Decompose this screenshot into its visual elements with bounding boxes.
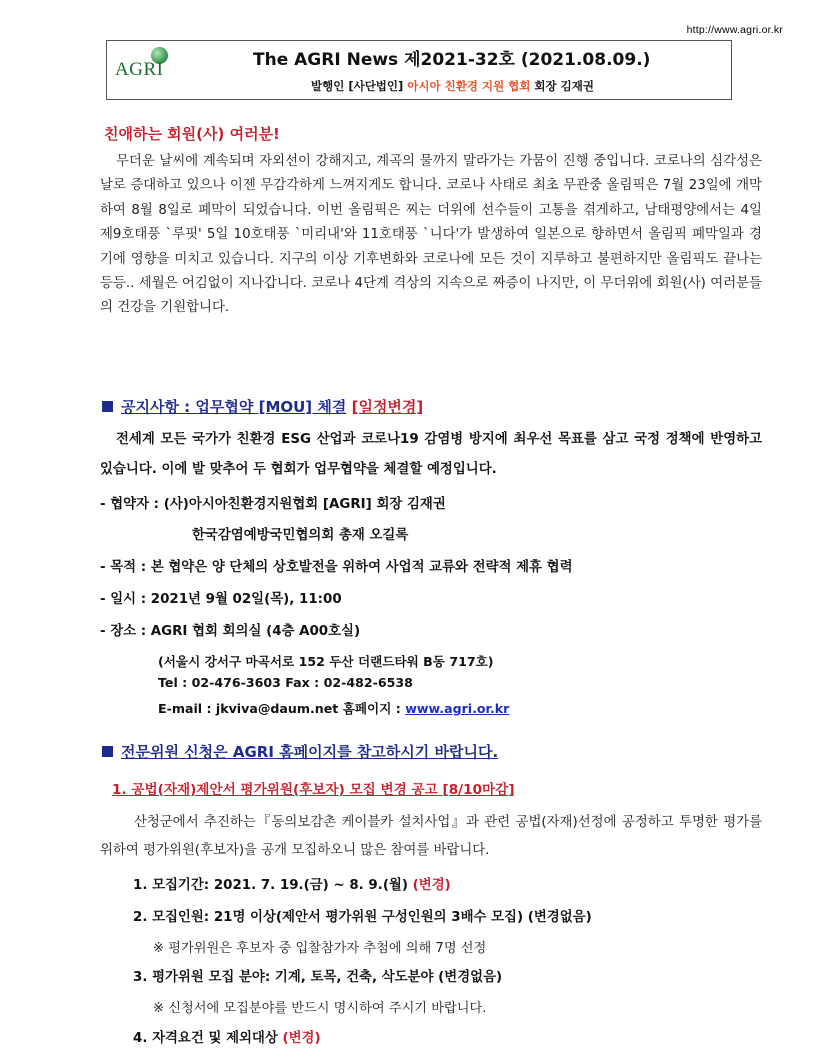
square-bullet-icon [102, 746, 113, 757]
item-3 [133, 966, 502, 985]
website-url[interactable]: http://www.agri.or.kr [686, 24, 783, 36]
intro-paragraph: 무더운 날씨에 계속되며 자외선이 강해지고, 계곡의 물까지 말라가는 가뭄이 진행 중입니다. 코로나의 심각성은 날로 증대하고 있으나 이젠 무감각하게 느껴지게도 합니다. 코로나 사태로 최초 무관중 올림픽은 7월 23일에 개막하여 8월 8일로 폐막이 되었습니다. 이번 올림픽은 찌는 더위에 선수들이 고통을 겪게하고, 남태평양에서는 4일 제9호태풍 `루핏' 5일 10호태풍 `미리내'와 11호태풍 `니다'가 발생하여 일본으로 향하면서 올림픽 폐막일과 경기에 영향을 미치고 있습니다. 지구의 이상 기후변화와 코로나에 모든 것이 지루하고 불편하지만 올림픽도 끝나는 등등.. 세월은 어김없이 지나갑니다. 코로나 4단계 격상의 지속으로 짜증이 나지만, 이 무더위에 회원(사) 여러분들의 건강을 기원합니다. [100, 154, 762, 316]
date-line: - 일시 : 2021년 9월 02일(목), 11:00 [100, 592, 342, 607]
item-1-text: 1. 모집기간: 2021. 7. 19.(금) ~ 8. 9.(월) [133, 878, 408, 893]
expert-section-title [102, 741, 498, 762]
greeting: 친애하는 회원(사) 여러분! [104, 125, 280, 143]
item-3-text: 3. 평가위원 모집 분야: 기계, 토목, 건축, 삭도분야 (변경없음) [133, 970, 503, 985]
homepage-link[interactable]: www.agri.or.kr [405, 701, 510, 716]
item-1-tag: (변경) [412, 878, 451, 893]
expert-title-text: 전문위원 신청은 AGRI 홈페이지를 참고하시기 바랍니다. [121, 743, 499, 761]
newsletter-title: The AGRI News 제2021-32호 (2021.08.09.) [253, 50, 651, 70]
note-1: ※ 평가위원은 후보자 중 입찰참가자 추첨에 의해 7명 선정 [153, 941, 487, 956]
publisher-prefix: 발행인 [사단법인] [311, 79, 404, 93]
publisher-org: 아시아 친환경 지원 협회 [407, 79, 531, 93]
item-2 [133, 906, 592, 925]
schedule-change-tag: [일정변경] [351, 398, 424, 416]
notice-title-text: 공지사항 : 업무협약 [MOU] 체결 [121, 398, 347, 416]
email-prefix: E-mail : jkviva@daum.net 홈페이지 : [158, 701, 401, 716]
item-4-text: 4. 자격요건 및 제외대상 [133, 1031, 278, 1046]
notice-1-body: 산청군에서 추진하는『동의보감촌 케이블카 설치사업』과 관련 공법(자재)선정에 공정하고 투명한 평가를 위하여 평가위원(후보자)을 공개 모집하오니 많은 참여를 바랍니다. [100, 815, 762, 858]
newsletter-header [106, 40, 732, 100]
address-line: (서울시 강서구 마곡서로 152 두산 더랜드타워 B동 717호) [158, 654, 494, 669]
publisher-suffix: 회장 김재권 [534, 79, 594, 93]
notice-section-title [102, 396, 423, 417]
purpose-line: - 목적 : 본 협약은 양 단체의 상호발전을 위하여 사업적 교류와 전략적 제휴 협력 [100, 560, 573, 575]
item-4 [133, 1027, 321, 1046]
note-2: ※ 신청서에 모집분야를 반드시 명시하여 주시기 바랍니다. [153, 1001, 487, 1016]
tel-fax-line: Tel : 02-476-3603 Fax : 02-482-6538 [158, 675, 413, 690]
item-1 [133, 874, 451, 893]
item-2-text: 2. 모집인원: 21명 이상(제안서 평가위원 구성인원의 3배수 모집) (변경없음) [133, 910, 592, 925]
notice-1-title: 1. 공법(자재)제안서 평가위원(후보자) 모집 변경 공고 [8/10마감] [112, 782, 515, 798]
place-line: - 장소 : AGRI 협회 회의실 (4층 A00호실) [100, 624, 361, 639]
agri-logo [113, 45, 173, 97]
notice-body: 전세계 모든 국가가 친환경 ESG 산업과 코로나19 감염병 방지에 최우선 목표를 삼고 국정 정책에 반영하고 있습니다. 이에 발 맞추어 두 협회가 업무협약을 체결할 예정입니다. [100, 432, 762, 477]
partners-line-1: - 협약자 : (사)아시아친환경지원협회 [AGRI] 회장 김재권 [100, 497, 446, 512]
partners-line-2: 한국감염예방국민협의회 총재 오길록 [192, 528, 409, 543]
publisher-line [311, 78, 594, 94]
square-bullet-icon [102, 401, 113, 412]
logo-text: AGRI [115, 59, 164, 80]
item-4-tag: (변경) [282, 1031, 321, 1046]
email-homepage-line [158, 698, 509, 717]
